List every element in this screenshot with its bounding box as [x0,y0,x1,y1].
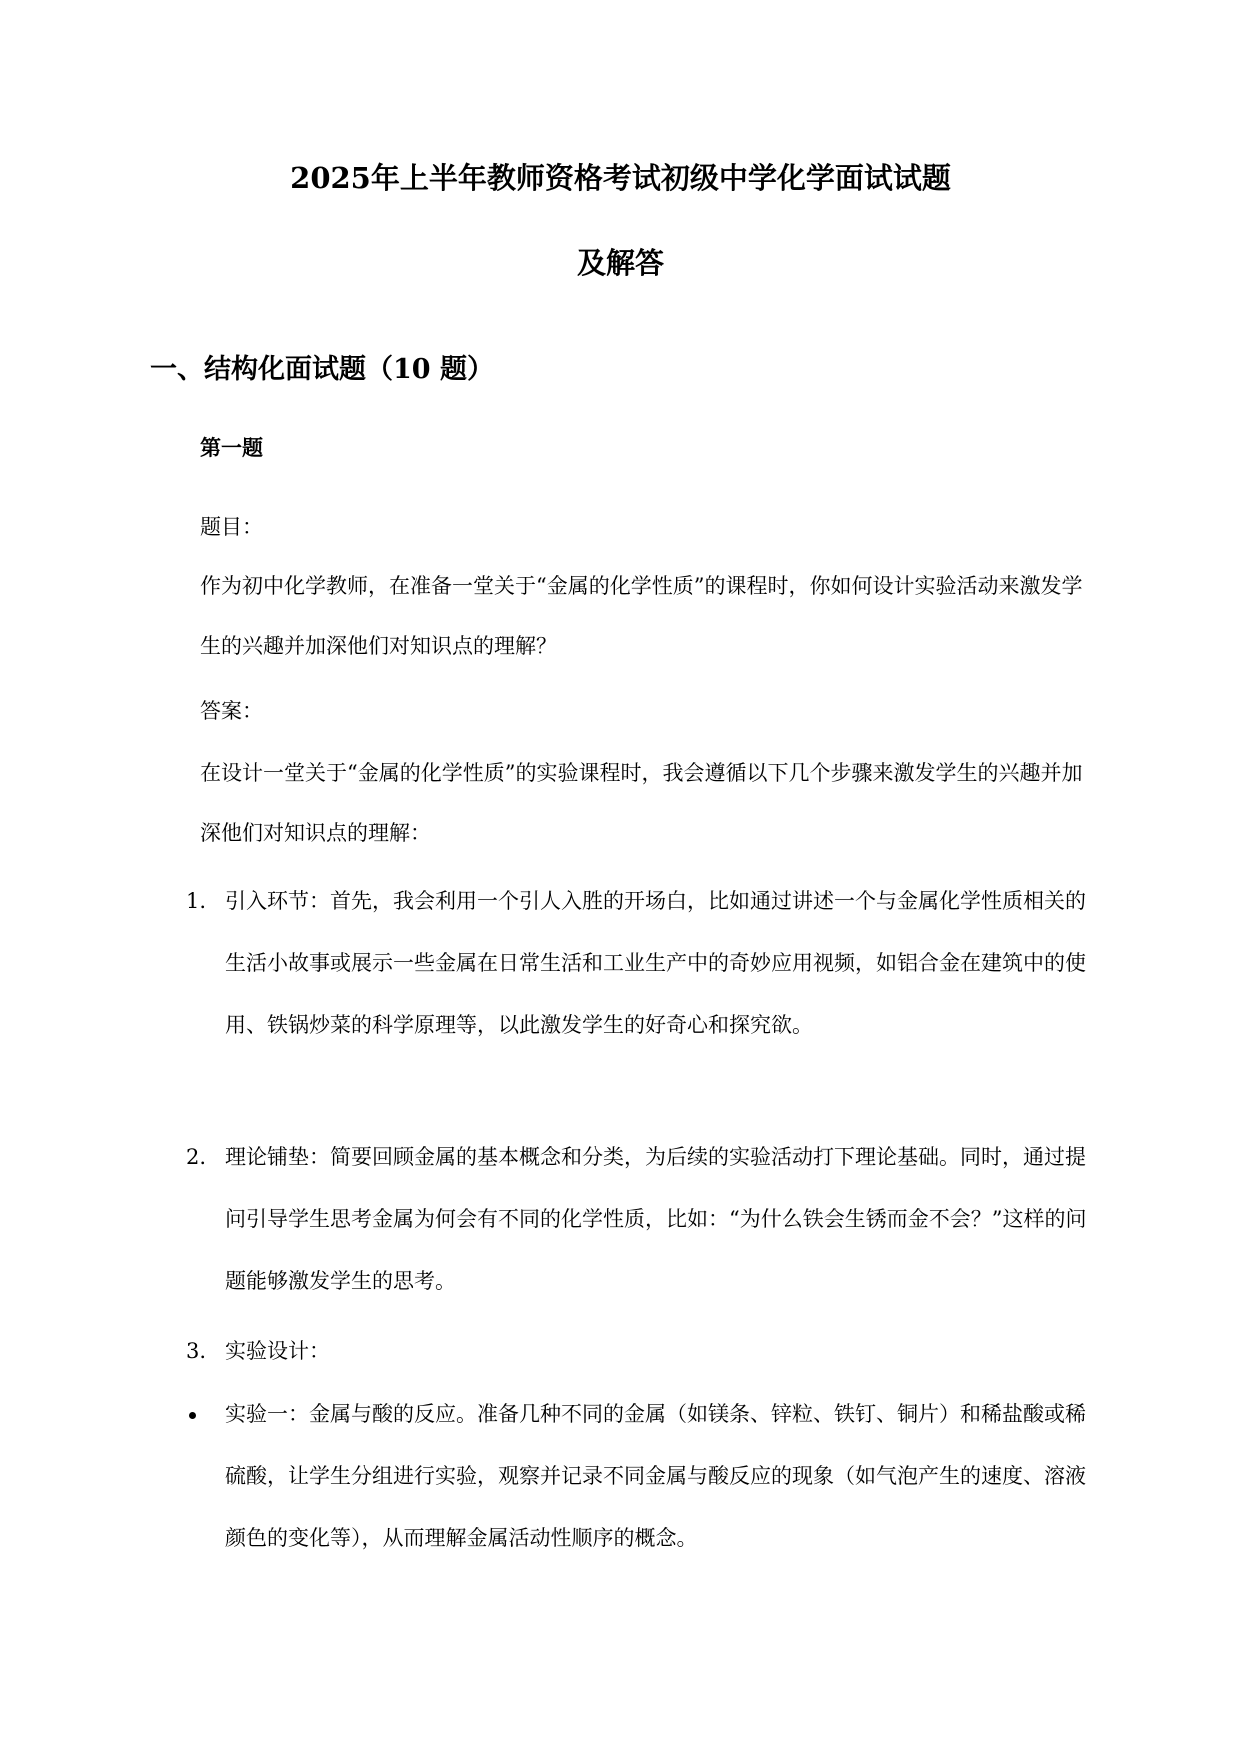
bullet-marker [186,1383,222,1445]
question-text: 作为初中化学教师，在准备一堂关于“金属的化学性质”的课程时，你如何设计实验活动来激发学生的兴趣并加深他们对知识点的理解？ [200,574,1083,658]
bullet-item-text: 实验一：金属与酸的反应。准备几种不同的金属（如镁条、锌粒、铁钉、铜片）和稀盐酸或稀硫酸，让学生分组进行实验，观察并记录不同金属与酸反应的现象（如气泡产生的速度、溶液颜色的变化等），从而理解金属活动性顺序的概念。 [225,1402,1086,1550]
answer-label: 答案： [200,699,263,723]
document-title-line-2: 及解答 [576,246,664,280]
answer-intro: 在设计一堂关于“金属的化学性质”的实验课程时，我会遵循以下几个步骤来激发学生的兴趣并加深他们对知识点的理解： [200,761,1083,845]
question-label: 题目： [200,515,263,539]
list-item-text: 理论铺垫：简要回顾金属的基本概念和分类，为后续的实验活动打下理论基础。同时，通过提问引导学生思考金属为何会有不同的化学性质，比如：“为什么铁会生锈而金不会？”这样的问题能够激发学生的思考。 [225,1145,1087,1293]
list-number: 3. [186,1339,207,1363]
list-number: 2. [186,1145,207,1169]
list-number: 1. [186,889,207,913]
list-item-text: 引入环节：首先，我会利用一个引人入胜的开场白，比如通过讲述一个与金属化学性质相关的生活小故事或展示一些金属在日常生活和工业生产中的奇妙应用视频，如铝合金在建筑中的使用、铁锅炒菜的科学原理等，以此激发学生的好奇心和探究欲。 [225,889,1086,1037]
answer-bullet-item [186,1383,1106,1569]
answer-list-item [186,870,1106,1056]
document-title-line-1: 2025年上半年教师资格考试初级中学化学面试试题 [290,161,951,195]
section-heading: 一、结构化面试题（10 题） [150,354,494,385]
bullet-dot-icon [189,1412,196,1419]
answer-list-item [186,1126,1106,1312]
answer-list-item [186,1320,1106,1382]
list-item-text: 实验设计： [225,1339,330,1363]
question-heading: 第一题 [200,435,263,460]
